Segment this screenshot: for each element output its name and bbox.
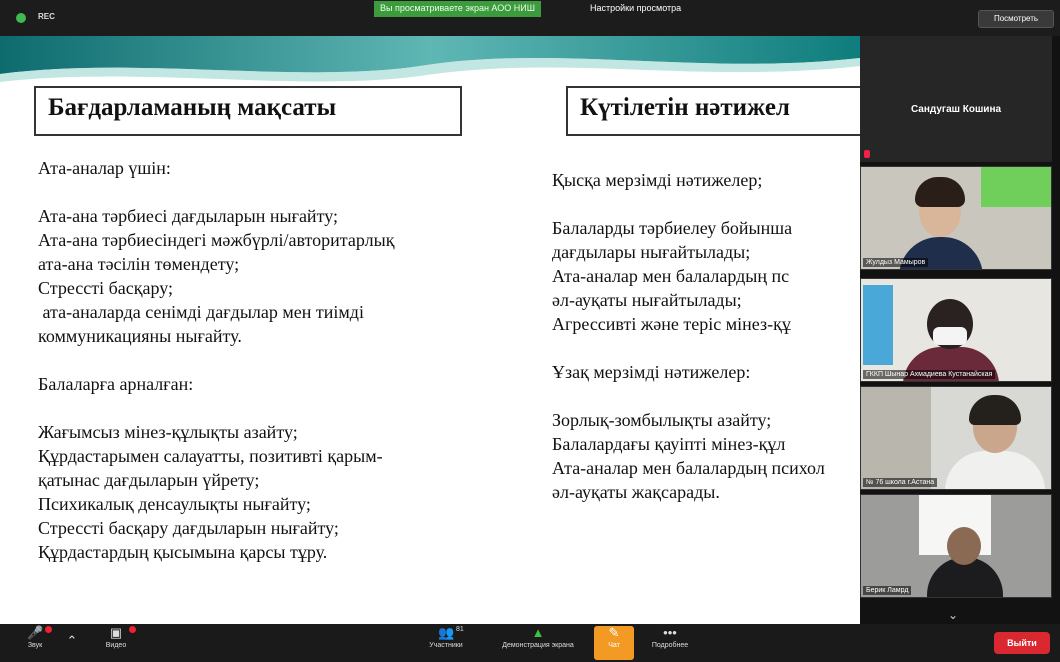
face-mask (933, 327, 967, 345)
slide-line: Ата-ана тәрбиесіндегі мәжбүрлі/авторитарлық (38, 230, 395, 250)
video-label: Видео (105, 642, 127, 649)
audio-options-button[interactable] (62, 634, 82, 650)
view-button[interactable]: Посмотреть (978, 10, 1054, 28)
video-button[interactable] (98, 626, 134, 649)
participants-label: Участники (429, 642, 463, 649)
participant-tile-name-only[interactable] (860, 36, 1052, 162)
slide-line: Стрессті басқару дағдыларын нығайту; (38, 518, 339, 538)
participant-label: № 76 школа г.Астана (863, 478, 937, 487)
recording-indicator: REC (38, 12, 55, 21)
slide-line: Ұзақ мерзімді нәтижелер: (552, 362, 751, 382)
chevron-down-icon[interactable]: ⌄ (948, 608, 959, 622)
more-button[interactable] (648, 626, 692, 649)
leave-meeting-button[interactable]: Выйти (994, 632, 1050, 654)
slide-line: Ата-аналар мен балалардың психол (552, 458, 825, 478)
participants-icon: 👥 (438, 625, 455, 640)
slide-line: Құрдастарымен салауатты, позитивті қарым- (38, 446, 383, 466)
slide-line: Ата-ана тәрбиесі дағдыларын нығайту; (38, 206, 338, 226)
slide-line: Зорлық-зомбылықты азайту; (552, 410, 772, 430)
slide-line: Қысқа мерзімді нәтижелер; (552, 170, 763, 190)
slide-line-gap (552, 336, 825, 360)
participant-label: Берик Ламрд (863, 586, 911, 595)
participants-button[interactable] (418, 626, 474, 649)
slide-line: Психикалық денсаулықты нығайту; (38, 494, 311, 514)
slide-line-gap (552, 192, 825, 216)
participants-video-panel (860, 36, 1060, 624)
background-green-panel (981, 167, 1052, 207)
slide-line-gap (38, 180, 394, 204)
flag-decoration (863, 285, 893, 365)
person-hair (915, 177, 965, 207)
slide-line: ата-аналарда сенімді дағдылар мен тиімді (38, 302, 364, 322)
chat-button[interactable] (594, 626, 634, 660)
participant-video-tile[interactable] (860, 386, 1052, 490)
slide-line: Ата-аналар үшін: (38, 158, 171, 178)
slide-line: қатынас дағдыларын үйрету; (38, 470, 260, 490)
slide-line: коммуникацияны нығайту. (38, 326, 242, 346)
slide-line-gap (38, 348, 394, 372)
slide-line: әл-ауқаты жақсарады. (552, 482, 720, 502)
more-label: Подробнее (651, 642, 689, 649)
audio-label: Звук (27, 642, 43, 649)
participants-count: 81 (456, 626, 464, 633)
more-dots-icon: ••• (663, 625, 677, 640)
muted-badge (45, 626, 52, 633)
slide-line: Стрессті басқару; (38, 278, 174, 298)
screen-share-banner: Вы просматриваете экран АОО НИШ (374, 1, 541, 17)
slide-line: Балаларға арналған: (38, 374, 194, 394)
slide-line: дағдылары нығайтылады; (552, 242, 751, 262)
person-body (945, 451, 1045, 490)
security-shield-icon[interactable] (16, 13, 26, 23)
shared-slide (0, 36, 860, 624)
chevron-up-icon: ⌃ (66, 633, 78, 648)
video-off-badge (129, 626, 136, 633)
meeting-toolbar (0, 624, 1060, 662)
slide-line: Балаларды тәрбиелеу бойынша (552, 218, 793, 238)
background-shelf (861, 387, 931, 490)
audio-button[interactable] (20, 626, 50, 649)
slide-line: Агрессивті және теріс мінез-құ (552, 314, 791, 334)
right-column-text (552, 168, 825, 504)
chat-label: Чат (608, 642, 620, 649)
participant-video-tile[interactable] (860, 494, 1052, 598)
left-slide-title: Бағдарламаның мақсаты (34, 86, 462, 136)
person-hair (969, 395, 1021, 425)
participant-name: Сандугаш Кошина (910, 104, 1002, 115)
microphone-icon: 🎤 (27, 625, 44, 640)
view-options-menu[interactable]: Настройки просмотра (590, 3, 682, 13)
slide-line: Балалардағы қауіпті мінез-құл (552, 434, 786, 454)
share-screen-icon: ▲ (531, 625, 545, 640)
left-column-text (38, 156, 394, 564)
share-screen-label: Демонстрация экрана (502, 642, 574, 649)
right-slide-title: Күтілетін нәтижел (566, 86, 860, 136)
share-screen-button[interactable] (492, 626, 584, 649)
participant-video-tile[interactable] (860, 166, 1052, 270)
slide-line: Құрдастардың қысымына қарсы тұру. (38, 542, 328, 562)
slide-line: ата-ана тәсілін төмендету; (38, 254, 240, 274)
person-head (947, 527, 981, 565)
slide-line: Жағымсыз мінез-құлықты азайту; (38, 422, 298, 442)
mic-muted-icon (864, 150, 870, 158)
slide-line: әл-ауқаты нығайтылады; (552, 290, 742, 310)
video-camera-icon: ▣ (109, 625, 123, 640)
slide-line-gap (552, 384, 825, 408)
slide-line-gap (38, 396, 394, 420)
chat-icon: ✎ (608, 625, 620, 640)
participant-video-tile[interactable] (860, 278, 1052, 382)
participant-label: ГККП Шынар Ахмадиева Кустанайская (863, 370, 995, 379)
top-bar (0, 0, 1060, 36)
slide-line: Ата-аналар мен балалардың пс (552, 266, 790, 286)
participant-label: Жулдыз Мамыров (863, 258, 928, 267)
